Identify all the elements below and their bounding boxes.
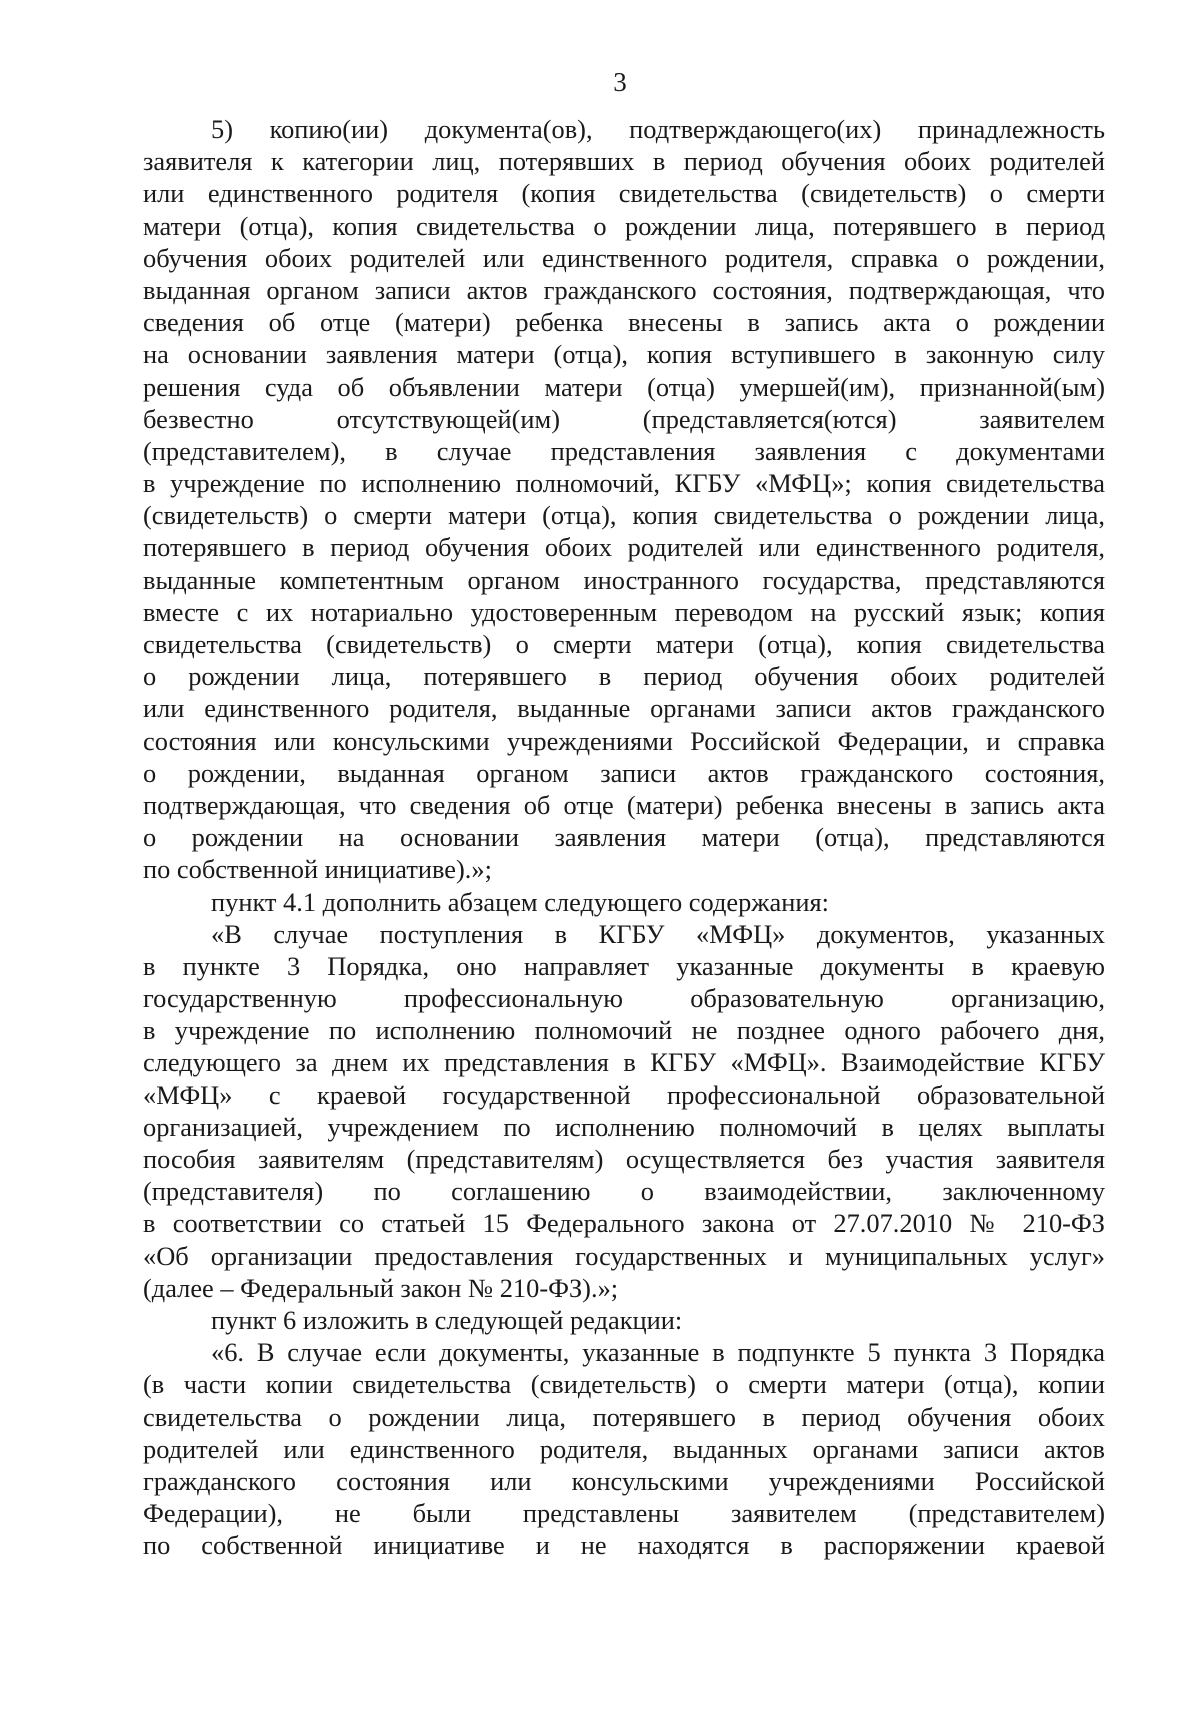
page-number: 3 (613, 67, 627, 97)
text-line: подтверждающая, что сведения об отце (матери) ребенка внесены в запись акта (143, 789, 1105, 820)
text-line: (свидетельств) о смерти матери (отца), копия свидетельства о рождении лица, (143, 500, 1105, 531)
text-line: или единственного родителя (копия свидетельства (свидетельств) о смерти (143, 178, 1105, 209)
text-line: (представителя) по соглашению о взаимодействии, заключенному (143, 1176, 1105, 1207)
text-line: следующего за днем их представления в КГБУ «МФЦ». Взаимодействие КГБУ (143, 1047, 1105, 1078)
text-line: решения суда об объявлении матери (отца) умершей(им), признанной(ым) (143, 371, 1105, 402)
text-line: состояния или консульскими учреждениями Российской Федерации, и справка (143, 725, 1105, 756)
text-line: (в части копии свидетельства (свидетельств) о смерти матери (отца), копии (143, 1369, 1105, 1400)
text-line: о рождении, выданная органом записи актов гражданского состояния, (143, 757, 1105, 788)
text-line: в учреждение по исполнению полномочий, КГБУ «МФЦ»; копия свидетельства (143, 468, 1105, 499)
text-line: (представителем), в случае представления заявления с документами (143, 435, 1105, 466)
text-line: свидетельства (свидетельств) о смерти матери (отца), копия свидетельства (143, 629, 1105, 659)
text-line: 5) копию(ии) документа(ов), подтверждающего(их) принадлежность (211, 114, 1105, 144)
text-line: вместе с их нотариально удостоверенным переводом на русский язык; копия (143, 596, 1105, 627)
text-line: Федерации), не были представлены заявителем (представителем) (143, 1498, 1105, 1529)
text-line: выданная органом записи актов гражданского состояния, подтверждающая, что (143, 274, 1105, 305)
text-line: гражданского состояния или консульскими учреждениями Российской (143, 1465, 1105, 1496)
text-line: сведения об отце (матери) ребенка внесены в запись акта о рождении (143, 307, 1105, 338)
text-line: на основании заявления матери (отца), копия вступившего в законную силу (143, 339, 1105, 370)
text-line: заявителя к категории лиц, потерявших в период обучения обоих родителей (143, 146, 1105, 177)
text-line: по собственной инициативе и не находятся в распоряжении краевой (143, 1530, 1105, 1561)
document-body (143, 113, 1105, 1561)
text-line: «Об организации предоставления государственных и муниципальных услуг» (143, 1240, 1105, 1271)
text-line: или единственного родителя, выданные органами записи актов гражданского (143, 693, 1105, 724)
text-line: свидетельства о рождении лица, потерявшего в период обучения обоих (143, 1401, 1105, 1432)
text-line: о рождении на основании заявления матери (отца), представляются (143, 822, 1105, 853)
text-line: потерявшего в период обучения обоих родителей или единственного родителя, (143, 532, 1105, 563)
text-line: о рождении лица, потерявшего в период обучения обоих родителей (143, 661, 1105, 692)
text-line: матери (отца), копия свидетельства о рождении лица, потерявшего в период (143, 210, 1105, 241)
text-line: «МФЦ» с краевой государственной профессиональной образовательной (143, 1079, 1105, 1110)
text-line: безвестно отсутствующей(им) (представляется(ются) заявителем (143, 403, 1105, 434)
text-line: в пункте 3 Порядка, оно направляет указанные документы в краевую (143, 950, 1105, 981)
text-line: обучения обоих родителей или единственного родителя, справка о рождении, (143, 242, 1105, 273)
text-line: по собственной инициативе).»; (143, 854, 492, 885)
text-line: «6. В случае если документы, указанные в подпункте 5 пункта 3 Порядка (211, 1337, 1105, 1368)
text-line: в учреждение по исполнению полномочий не позднее одного рабочего дня, (143, 1015, 1105, 1046)
text-line: «В случае поступления в КГБУ «МФЦ» документов, указанных (211, 918, 1105, 949)
text-line: пункт 6 изложить в следующей редакции: (211, 1304, 683, 1335)
text-line: (далее – Федеральный закон № 210-ФЗ).»; (143, 1272, 619, 1303)
text-line: в соответствии со статьей 15 Федерального закона от 27.07.2010 № 210-ФЗ (143, 1208, 1105, 1239)
text-line: родителей или единственного родителя, выданных органами записи актов (143, 1433, 1105, 1464)
text-line: выданные компетентным органом иностранного государства, представляются (143, 564, 1105, 595)
text-line: государственную профессиональную образовательную организацию, (143, 983, 1105, 1014)
text-line: пункт 4.1 дополнить абзацем следующего содержания: (211, 886, 829, 917)
text-line: пособия заявителям (представителям) осуществляется без участия заявителя (143, 1144, 1105, 1174)
text-line: организацией, учреждением по исполнению полномочий в целях выплаты (143, 1111, 1105, 1142)
